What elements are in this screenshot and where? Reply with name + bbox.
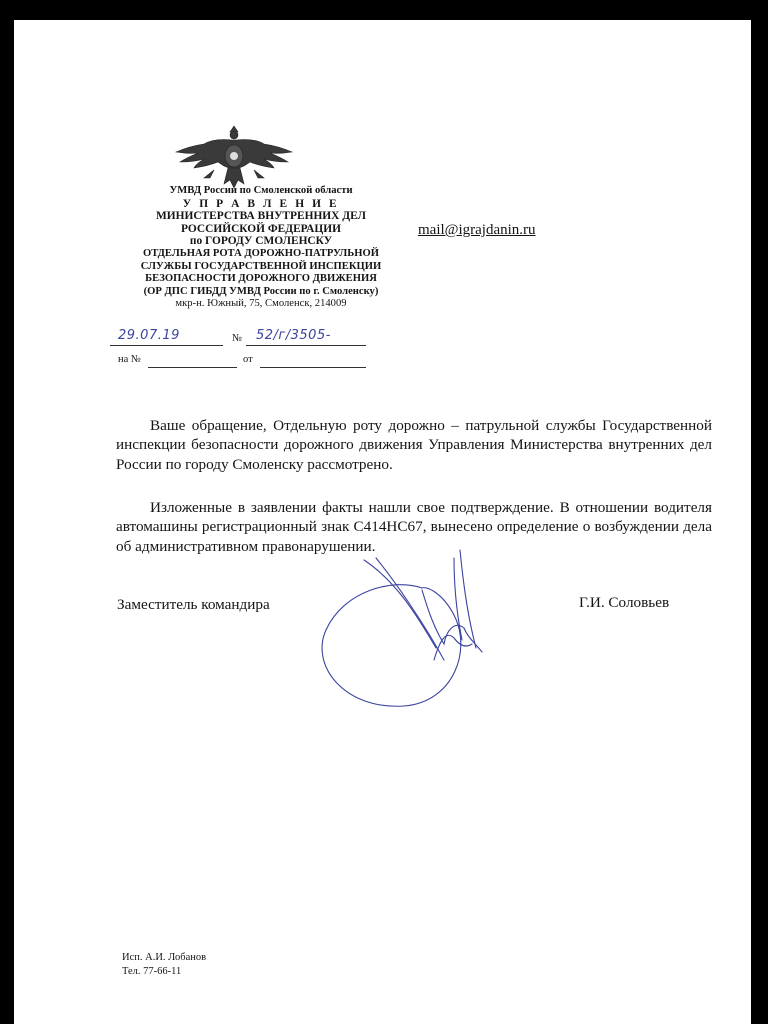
letterhead-line: по ГОРОДУ СМОЛЕНСКУ [189,235,333,248]
letterhead-line: СЛУЖБЫ ГОСУДАРСТВЕННОЙ ИНСПЕКЦИИ [140,260,382,272]
executor-name: Исп. А.И. Лобанов [122,952,207,963]
body-paragraph-1: Ваше обращение, Отдельную роту дорожно – патрульной службы Государственной инспекции безопасности дорожного движения Управления Министерства внутренних дел России по городу Смоленску рассмотрено. [116,417,712,473]
letterhead-address: мкр-н. Южный, 75, Смоленск, 214009 [175,298,347,310]
handwritten-date: 29.07.19 [118,328,180,343]
executor-phone: Тел. 77-66-11 [122,966,182,977]
signatory-title: Заместитель командира [117,596,270,613]
eagle-emblem-icon [174,122,294,192]
number-label: № [232,333,243,344]
body-paragraph-2: Изложенные в заявлении факты нашли свое подтверждение. В отношении водителя автомашины регистрационный знак С414НС67, вынесено определение о возбуждении дела об административном правонарушении. [116,499,712,555]
recipient-email: mail@igrajdanin.ru [418,222,536,238]
letterhead-line: МИНИСТЕРСТВА ВНУТРЕННИХ ДЕЛ [155,210,367,223]
document-page [14,20,751,1024]
letterhead-line: БЕЗОПАСНОСТИ ДОРОЖНОГО ДВИЖЕНИЯ [145,273,377,285]
letterhead-line: У П Р А В Л Е Н И Е [182,197,340,210]
number-field [246,328,366,346]
signatory-name: Г.И. Соловьев [579,594,670,611]
letterhead [106,185,416,311]
reply-date-field [260,353,366,368]
handwritten-signature [304,520,504,715]
letterhead-line: (ОР ДПС ГИБДД УМВД России по г. Смоленску) [143,285,379,297]
reply-number-field [148,353,237,368]
letterhead-line: ОТДЕЛЬНАЯ РОТА ДОРОЖНО-ПАТРУЛЬНОЙ [142,247,380,259]
from-label: от [243,354,253,365]
date-field [110,328,223,346]
letterhead-line: УМВД России по Смоленской области [169,185,353,196]
handwritten-number: 52/г/3505- [256,328,331,343]
letterhead-line: РОССИЙСКОЙ ФЕДЕРАЦИИ [181,222,341,235]
reply-label: на № [118,354,141,365]
